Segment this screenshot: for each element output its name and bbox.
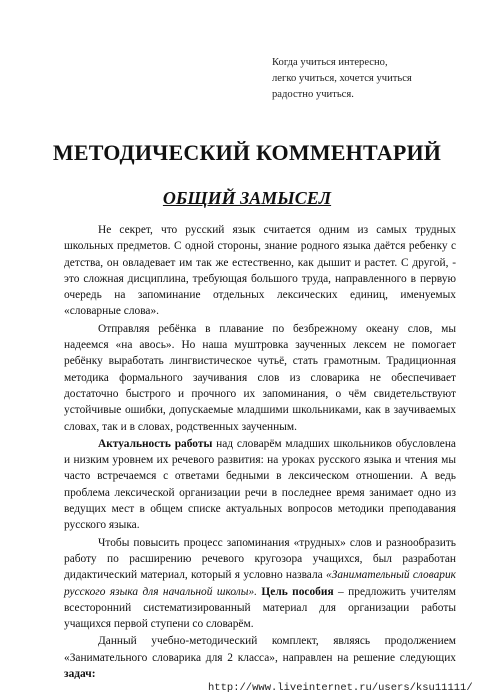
paragraph: [64, 222, 456, 320]
paragraph-text: Данный учебно-методический комплект, являясь продолжением «Занимательного словарика для 2 класса», направлен на решение следующих: [64, 635, 456, 664]
italic-title: «Занимательный словарик русского языка для начальной школы».: [64, 569, 456, 598]
epigraph-line: легко учиться, хочется учиться: [272, 73, 412, 84]
page-title: МЕТОДИЧЕСКИЙ КОММЕНТАРИЙ: [52, 140, 442, 165]
paragraph: [64, 535, 456, 633]
paragraph-text: Не секрет, что русский язык считается одним из самых трудных школьных предметов. С одной стороны, знание родного языка даётся ребенку с детства, он овладевает им так же естественно, как дышит и растет. С другой, - это сложная дисциплина, требующая большого труда, направленного в первую очередь на запоминание отдельных лексических единиц, именуемых «словарные слова».: [64, 224, 456, 318]
bold-term: Цель пособия: [257, 585, 334, 598]
section-title: ОБЩИЙ ЗАМЫСЕЛ: [162, 188, 332, 208]
paragraph: [64, 436, 456, 534]
paragraph-text: – предложить учителям всесторонний систематизированный материал для организации работы учащихся первой ступени со словарём.: [64, 585, 456, 631]
body-text: [64, 222, 456, 682]
paragraph: [64, 633, 456, 682]
epigraph: [272, 55, 472, 103]
paragraph-text: Отправляя ребёнка в плавание по безбрежному океану слов, мы надеемся «на авось». Но наша муштровка заученных лексем не помогает ребёнку выработать лингвистическое чутьё, стать грамотным. Традиционная методика формального заучивания слов из словарика не обеспечивает достаточно быстрого и прочного их запоминания, о чём свидетельствуют устойчивые ошибки, допускаемые младшими школьниками, как в заучиваемых словах, так и в словах, родственных заученным.: [64, 322, 456, 433]
epigraph-line: радостно учиться.: [272, 89, 354, 100]
bold-term: задач:: [64, 668, 96, 681]
paragraph-text: над словарём младших школьников обусловлена и низким уровнем их речевого развития: на уроках русского языка и чтения мы часто встречаемся с ответами бедными в лексическом отношении. А ведь проблема лексической организации речи в последнее время занимает одно из ведущих мест в общем списке актуальных вопросов методики преподавания русского языка.: [64, 437, 456, 532]
bold-term: Актуальность работы: [98, 437, 213, 450]
watermark-url: http://www.liveinternet.ru/users/ksu11111/: [208, 682, 473, 694]
paragraph: [64, 321, 456, 435]
epigraph-line: Когда учиться интересно,: [272, 57, 388, 68]
paragraph-text: Чтобы повысить процесс запоминания «трудных» слов и разнообразить работу по расширению речевого кругозора учащихся, был разработан дидактический материал, который я условно назвала: [64, 536, 456, 582]
